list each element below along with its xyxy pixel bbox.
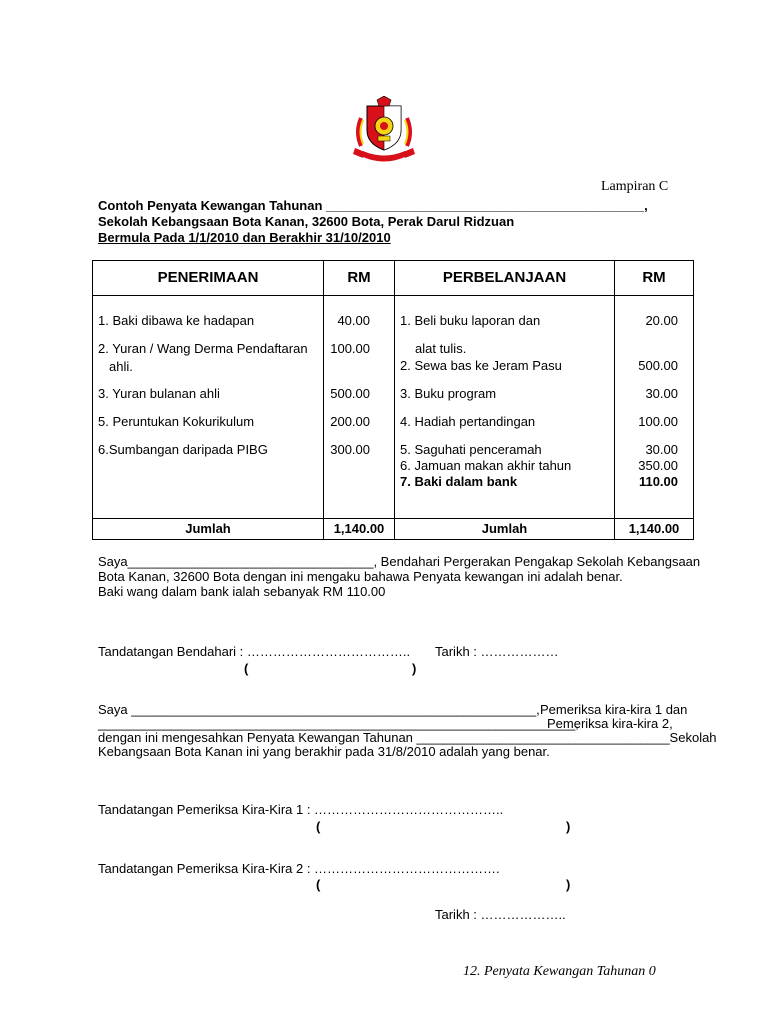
receipt-label-cont: ahli.	[109, 359, 133, 374]
receipt-amount: 200.00	[330, 414, 370, 429]
expense-amount: 30.00	[645, 386, 678, 401]
auditor-statement-line: Pemeriksa kira-kira 2,	[547, 716, 673, 731]
declaration-line: Saya__________________________________, Bendahari Pergerakan Pengakap Sekolah Kebangsaan	[98, 554, 701, 569]
receipt-label: 2. Yuran / Wang Derma Pendaftaran	[98, 341, 308, 356]
header-rm-receipts: RM	[347, 269, 371, 286]
expense-amount: 350.00	[638, 458, 678, 473]
expense-amount: 30.00	[645, 442, 678, 457]
school-name: Sekolah Kebangsaan Bota Kanan, 32600 Bota, Perak Darul Ridzuan	[98, 214, 515, 229]
school-crest-logo	[351, 96, 417, 166]
total-expenses: 1,140.00	[628, 521, 680, 536]
receipt-label: 1. Baki dibawa ke hadapan	[98, 313, 255, 328]
receipt-label: 6.Sumbangan daripada PIBG	[98, 442, 268, 457]
header-rm-expenses: RM	[642, 269, 666, 286]
header-expenses: PERBELANJAAN	[442, 269, 567, 286]
auditor2-signature-line: Tandatangan Pemeriksa Kira-Kira 2 : …………………………………….	[98, 861, 500, 876]
header-receipts: PENERIMAAN	[157, 269, 259, 286]
header-divider	[93, 295, 693, 296]
auditor2-name-close-paren: )	[566, 877, 571, 892]
expense-label: 3. Buku program	[400, 386, 497, 401]
total-label-expenses: Jumlah	[481, 521, 528, 536]
statement-period: Bermula Pada 1/1/2010 dan Berakhir 31/10/2010	[98, 230, 391, 245]
expense-amount: 100.00	[638, 414, 678, 429]
total-label-receipts: Jumlah	[185, 521, 231, 536]
expense-label: 5. Saguhati penceramah	[400, 442, 542, 457]
expense-amount: 500.00	[638, 358, 678, 373]
expense-label: 7. Baki dalam bank	[400, 474, 518, 489]
receipt-amount: 40.00	[337, 313, 370, 328]
auditor-statement-line: Pemeriksa kira-kira 1 dan	[540, 702, 688, 717]
statement-title: Contoh Penyata Kewangan Tahunan ____________________________________________,	[98, 198, 648, 213]
expense-label: alat tulis.	[415, 341, 467, 356]
auditor-statement-line: Kebangsaan Bota Kanan ini yang berakhir pada 31/8/2010 adalah yang benar.	[98, 744, 550, 759]
page-footer: 12. Penyata Kewangan Tahunan 0	[463, 964, 656, 979]
expense-amount: 110.00	[638, 474, 678, 489]
total-receipts: 1,140.00	[333, 521, 385, 536]
declaration-line: Bota Kanan, 32600 Bota dengan ini mengaku bahawa Penyata kewangan ini adalah benar.	[98, 569, 623, 584]
auditor1-name-close-paren: )	[566, 819, 571, 834]
treasurer-date-line: Tarikh : ………………	[435, 644, 559, 659]
expense-label: 6. Jamuan makan akhir tahun	[400, 458, 572, 473]
receipt-label: 3. Yuran bulanan ahli	[98, 386, 220, 401]
col-divider	[394, 261, 395, 539]
receipt-amount: 100.00	[330, 341, 370, 356]
treasurer-name-close-paren: )	[412, 661, 417, 676]
auditor1-name-open-paren: (	[316, 819, 321, 834]
annex-label: Lampiran C	[601, 179, 669, 194]
declaration-line: Baki wang dalam bank ialah sebanyak RM 110.00	[98, 584, 386, 599]
receipt-label: 5. Peruntukan Kokurikulum	[98, 414, 255, 429]
auditor-statement-line: Saya ________________________________________________________,	[98, 702, 540, 717]
auditor2-name-open-paren: (	[316, 877, 321, 892]
auditor-statement-line: __________________________________________________________________,	[98, 716, 579, 731]
treasurer-signature-line: Tandatangan Bendahari : ………………………………..	[98, 644, 411, 659]
auditor-statement-line: dengan ini mengesahkan Penyata Kewangan Tahunan ___________________________________Sekolah	[98, 730, 717, 745]
receipt-amount: 500.00	[330, 386, 370, 401]
financial-statement-table	[92, 260, 694, 540]
receipt-amount: 300.00	[330, 442, 370, 457]
expense-label: 4. Hadiah pertandingan	[400, 414, 536, 429]
expense-label: 1. Beli buku laporan dan	[400, 313, 541, 328]
expense-amount: 20.00	[645, 313, 678, 328]
final-date-line: Tarikh : ………………..	[435, 907, 566, 922]
auditor1-signature-line: Tandatangan Pemeriksa Kira-Kira 1 : ……………………………………..	[98, 802, 504, 817]
treasurer-name-open-paren: (	[244, 661, 249, 676]
expense-label: 2. Sewa bas ke Jeram Pasu	[400, 358, 562, 373]
